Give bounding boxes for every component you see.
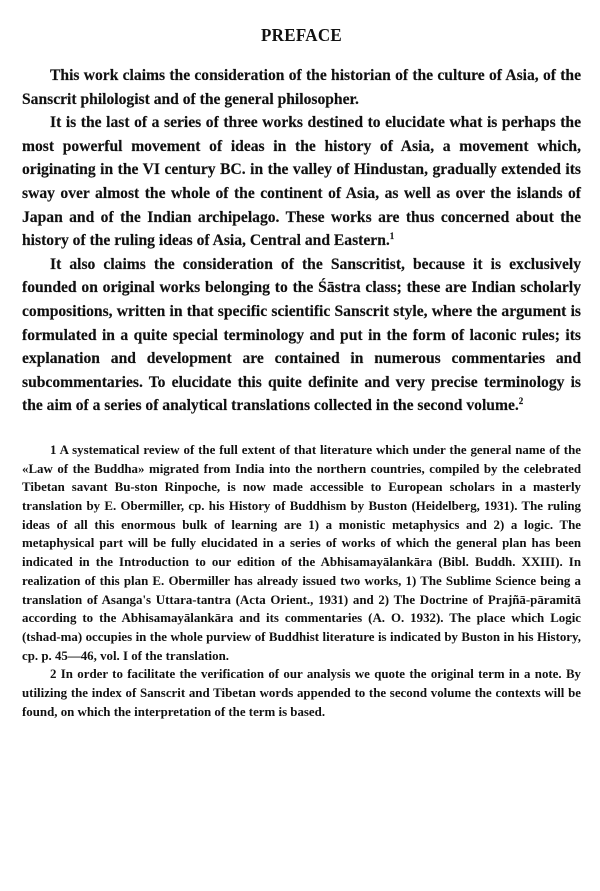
main-text bbox=[22, 64, 581, 418]
footnotes bbox=[22, 441, 581, 722]
footnote-ref-2: 2 bbox=[518, 396, 524, 407]
paragraph-2 bbox=[22, 111, 581, 253]
page-title: PREFACE bbox=[260, 25, 343, 46]
paragraph-2-text: It is the last of a series of three works destined to elucidate what is perhaps the most powerful movement of ideas in the history of Asia, a movement which, originating in the VI century BC. in the valley of Hindustan, gradually extended its sway over almost the whole of the continent of Asia, as well as over the islands of Japan and of the Indian archipelago. These works are thus concerned about the history of the ruling ideas of Asia, Central and Eastern. bbox=[22, 114, 581, 250]
paragraph-1 bbox=[22, 64, 581, 111]
paragraph-1-text: This work claims the consideration of the historian of the culture of Asia, of the Sanscrit philologist and of the general philosopher. bbox=[22, 67, 581, 108]
footnote-2: 2 In order to facilitate the verification of our analysis we quote the original term in a note. By utilizing the index of Sanscrit and Tibetan words appended to the second volume the contexts will be found, on which the interpretation of the term is based. bbox=[22, 667, 581, 719]
paragraph-3-text: It also claims the consideration of the Sanscritist, because it is exclusively founded on original works belonging to the Śāstra class; these are Indian scholarly compositions, written in that specific scientific Sanscrit style, where the argument is formulated in a quite special terminology and put in the form of laconic rules; its explanation and development are contained in numerous commentaries and subcommentaries. To elucidate this quite definite and very precise terminology is the aim of a series of analytical translations collected in the second volume. bbox=[22, 255, 581, 415]
footnote-ref-1: 1 bbox=[389, 230, 395, 241]
paragraph-3 bbox=[22, 253, 581, 418]
footnote-1: 1 A systematical review of the full extent of that literature which under the general name of the «Law of the Buddha» migrated from India into the northern countries, compiled by the celebrated Tibetan savant Bu-ston Rinpoche, is now made accessible to European scholars in a masterly translation by E. Obermiller, cp. his History of Buddhism by Buston (Heidelberg, 1931). The ruling ideas of all this enormous bulk of learning are 1) a monistic metaphysics and 2) a logic. The metaphysical part will be fully elucidated in a series of works of which the general plan has been indicated in the Introduction to our edition of the Abhisamayālankāra (Bibl. Buddh. XXIII). In realization of this plan E. Obermiller has already issued two works, 1) The Sublime Science being a translation of Asanga's Uttara-tantra (Acta Orient., 1931) and 2) The Doctrine of Prajñā-pāramitā according to the Abhisamayālankāra and its commentaries (A. O. 1932). The place which Logic (tshad-ma) occupies in the whole purview of Buddhist literature is indicated by Buston in his History, cp. p. 45—46, vol. I of the translation. bbox=[22, 442, 581, 663]
